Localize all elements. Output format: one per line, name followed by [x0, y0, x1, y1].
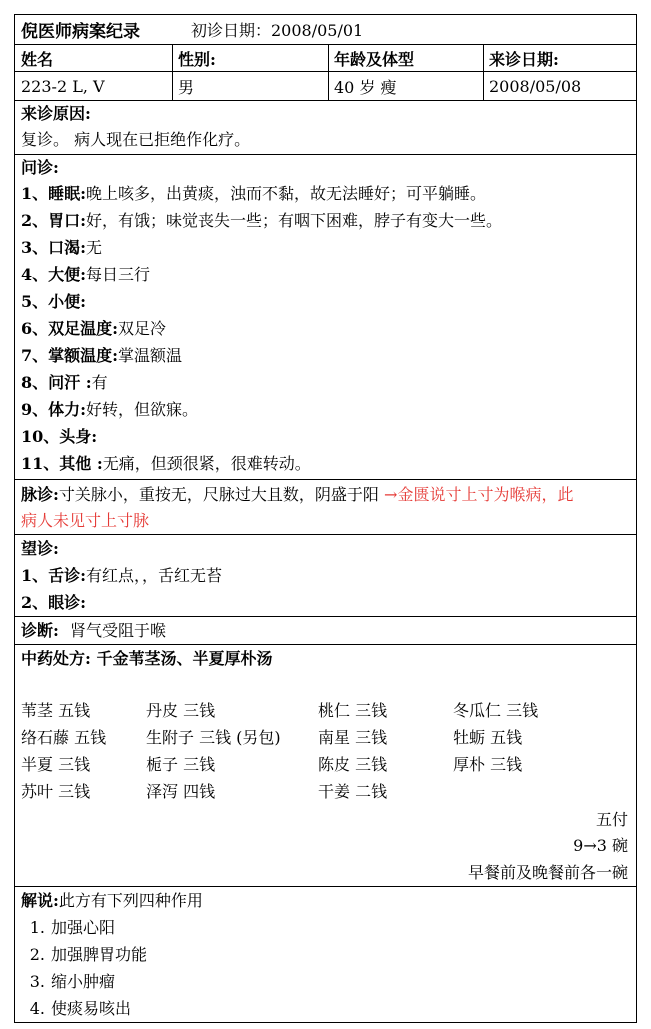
gender-value: 男 — [178, 77, 195, 97]
inquiry-item: 3、口渴:无 — [21, 238, 103, 257]
diagnosis-line — [21, 618, 166, 644]
explanation-heading — [21, 888, 203, 914]
herb-item: 桃仁 三钱 — [318, 701, 388, 720]
case-record-sheet — [14, 14, 637, 1023]
inquiry-item: 11、其他 :无痛，但颈很紧，很难转动。 — [21, 454, 311, 473]
inquiry-item: 1、睡眠:晚上咳多，出黄痰，浊而不黏，故无法睡好；可平躺睡。 — [21, 184, 487, 203]
reason-label: 来诊原因: — [21, 104, 91, 123]
prescription-heading — [21, 646, 273, 672]
inquiry-item: 8、问汗 :有 — [21, 373, 108, 392]
inquiry-item: 6、双足温度:双足冷 — [21, 319, 167, 338]
explanation-item: 4. 使痰易咳出 — [29, 999, 132, 1018]
visit-date-label: 来诊日期: — [489, 49, 559, 69]
reason-section — [15, 101, 636, 155]
visit-date-value: 2008/05/08 — [489, 76, 582, 96]
inquiry-item: 5、小便: — [21, 292, 87, 311]
prescription-section — [15, 645, 636, 887]
herb-item: 泽泻 四钱 — [146, 782, 216, 801]
herb-item: 苏叶 三钱 — [21, 782, 91, 801]
herb-item: 冬瓜仁 三钱 — [453, 701, 539, 720]
gender-label: 性别: — [178, 49, 216, 69]
pulse-label: 脉诊: — [21, 485, 59, 504]
inquiry-item: 9、体力:好转，但欲寐。 — [21, 400, 199, 419]
reason-text: 复诊。 病人现在已拒绝作化疗。 — [21, 130, 251, 149]
inspection-item: 1、舌诊:有红点，，舌红无苔 — [21, 566, 223, 585]
pulse-line-1 — [21, 482, 573, 508]
header-row — [15, 15, 636, 45]
herb-item: 南星 三钱 — [318, 728, 388, 747]
diagnosis-section — [15, 617, 636, 645]
explanation-item: 1. 加强心阳 — [29, 918, 116, 937]
record-title: 倪医师病案纪录 — [21, 22, 140, 42]
diagnosis-text: 肾气受阻于喉 — [70, 621, 167, 640]
herb-item: 牡蛎 五钱 — [453, 728, 523, 747]
inquiry-item: 2、胃口:好，有饿；味觉丧失一些；有咽下困难，脖子有变大一些。 — [21, 211, 503, 230]
first-visit-date: 初诊日期：2008/05/01 — [191, 21, 364, 40]
diagnosis-label: 诊断: — [21, 621, 59, 640]
herb-item: 干姜 二钱 — [318, 782, 388, 801]
age-label: 年龄及体型 — [334, 49, 415, 69]
prescription-label: 中药处方: — [21, 649, 91, 668]
herb-item: 生附子 三钱 (另包) — [146, 728, 281, 747]
info-label-row — [15, 45, 636, 72]
herb-item: 栀子 三钱 — [146, 755, 216, 774]
explanation-section — [15, 887, 636, 1024]
explanation-text: 此方有下列四种作用 — [58, 891, 203, 910]
name-label: 姓名 — [21, 49, 54, 69]
explanation-item: 2. 加强脾胃功能 — [29, 945, 148, 964]
pulse-note-continued: 病人未见寸上寸脉 — [21, 511, 150, 530]
herb-item: 苇茎 五钱 — [21, 701, 91, 720]
right-arrow-icon: → — [583, 836, 597, 855]
inquiry-item: 10、头身: — [21, 427, 98, 446]
inquiry-section — [15, 155, 636, 480]
pulse-section — [15, 480, 636, 535]
info-value-row — [15, 72, 636, 101]
inquiry-label: 问诊: — [21, 158, 59, 177]
patient-id: 223-2 L, V — [21, 76, 105, 96]
boil-instruction: 9→3 碗 — [573, 836, 628, 855]
explanation-label: 解说: — [21, 891, 59, 910]
right-arrow-icon: → — [384, 485, 398, 504]
explanation-item: 3. 缩小肿瘤 — [29, 972, 116, 991]
herb-item: 络石藤 五钱 — [21, 728, 107, 747]
inspection-section — [15, 535, 636, 617]
age-value: 40 岁 瘦 — [334, 77, 397, 97]
herb-item: 丹皮 三钱 — [146, 701, 216, 720]
dosing-timing: 早餐前及晚餐前各一碗 — [467, 863, 628, 882]
herb-item: 陈皮 三钱 — [318, 755, 388, 774]
formula-name: 千金苇茎汤、半夏厚朴汤 — [96, 649, 273, 668]
pulse-text: 寸关脉小，重按无，尺脉过大且数，阴盛于阳 — [58, 485, 379, 504]
herb-item: 半夏 三钱 — [21, 755, 91, 774]
dose-count: 五付 — [595, 810, 628, 829]
inquiry-item: 7、掌额温度:掌温额温 — [21, 346, 183, 365]
pulse-note: 金匮说寸上寸为喉病，此 — [397, 485, 574, 504]
inspection-label: 望诊: — [21, 539, 59, 558]
herb-item: 厚朴 三钱 — [453, 755, 523, 774]
inquiry-item: 4、大便:每日三行 — [21, 265, 151, 284]
inspection-item: 2、眼诊: — [21, 593, 87, 612]
